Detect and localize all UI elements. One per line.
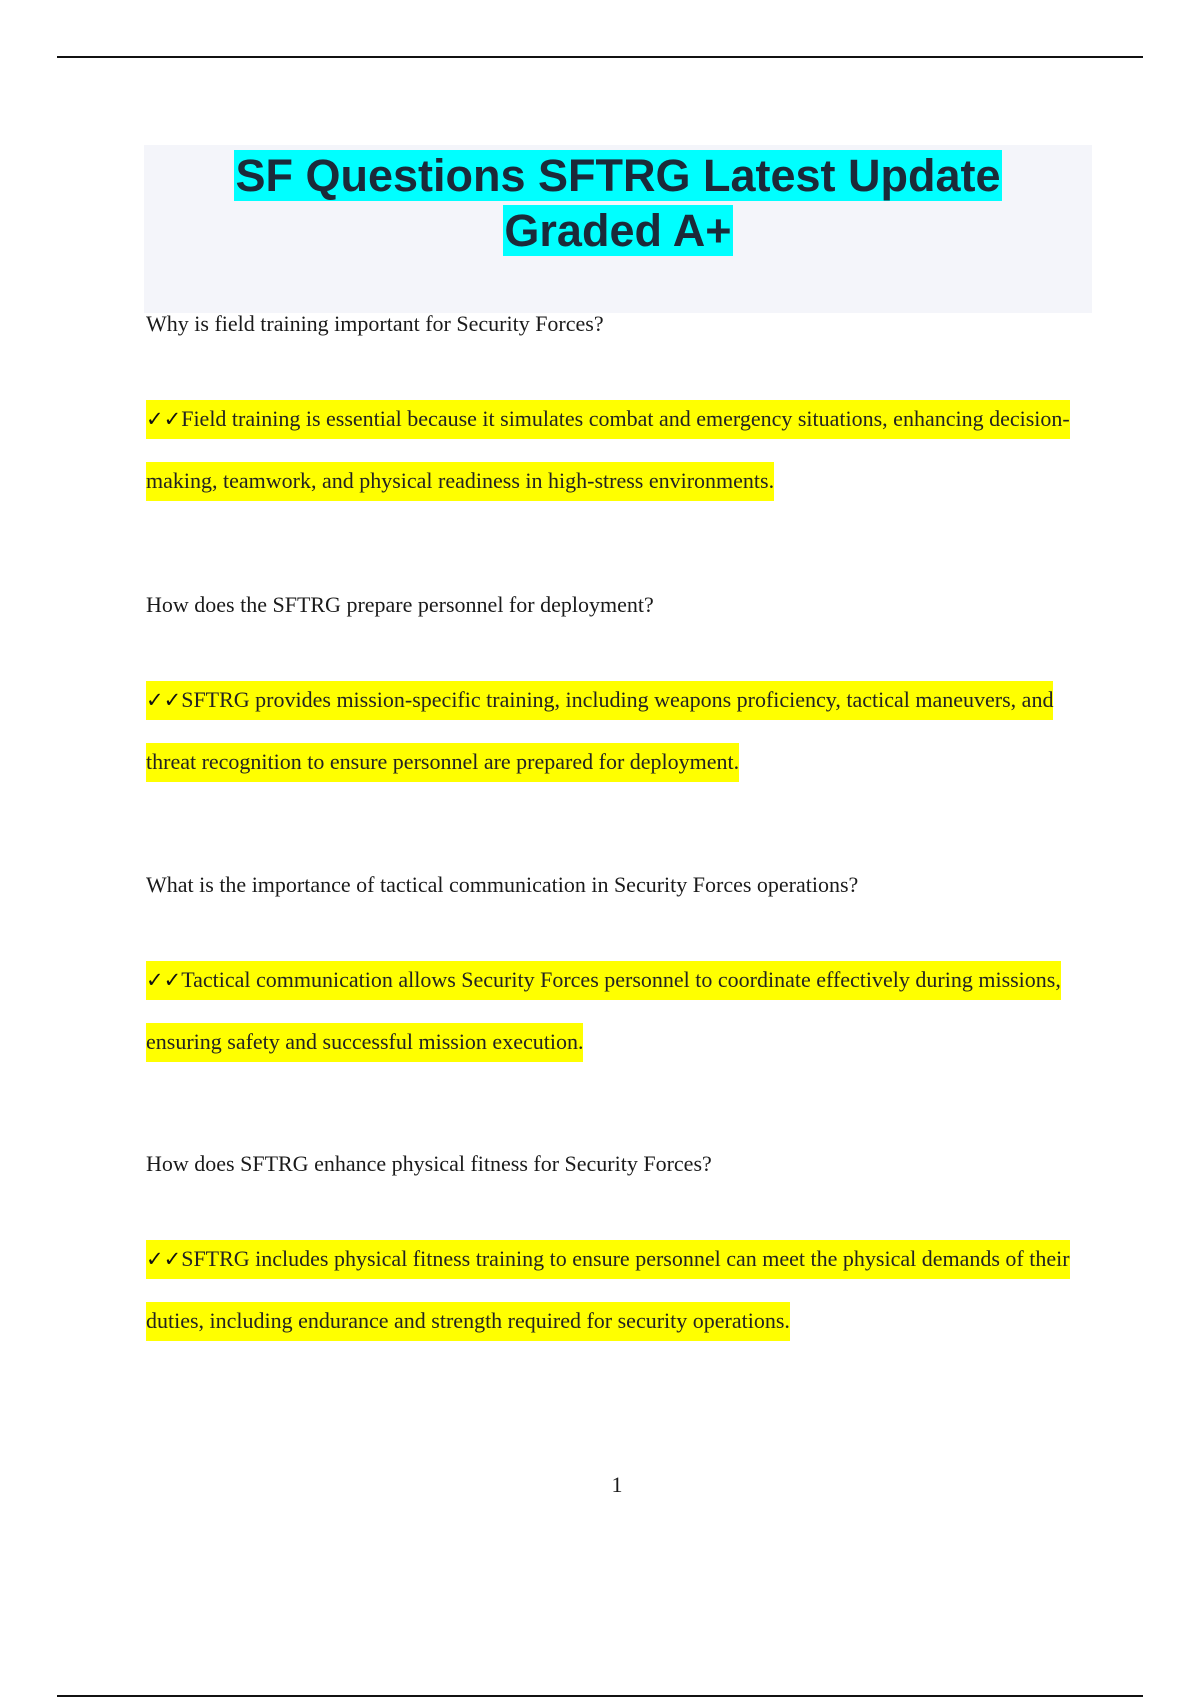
top-rule bbox=[57, 56, 1143, 58]
check-icon: ✓✓ bbox=[146, 407, 182, 431]
answer-block bbox=[146, 1228, 1096, 1351]
answer-highlight bbox=[146, 400, 1070, 501]
question-text: Why is field training important for Security Forces? bbox=[146, 311, 604, 336]
qa-item-4 bbox=[146, 1150, 1096, 1351]
page-number: 1 bbox=[611, 1472, 623, 1497]
answer-text: SFTRG includes physical fitness training to ensure personnel can meet the physical demands of their duties, including endurance and strength required for security operations. bbox=[146, 1246, 1070, 1333]
check-icon: ✓✓ bbox=[146, 1247, 182, 1271]
qa-item-3 bbox=[146, 871, 1096, 1072]
qa-item-2 bbox=[146, 591, 1096, 792]
check-icon: ✓✓ bbox=[146, 968, 182, 992]
answer-highlight bbox=[146, 681, 1053, 782]
answer-block bbox=[146, 388, 1096, 511]
answer-block bbox=[146, 949, 1096, 1072]
question-text: How does SFTRG enhance physical fitness for Security Forces? bbox=[146, 1151, 712, 1176]
question-text: What is the importance of tactical communication in Security Forces operations? bbox=[146, 872, 859, 897]
title-line-2: Graded A+ bbox=[504, 205, 732, 256]
answer-block bbox=[146, 669, 1096, 792]
title-line-1: SF Questions SFTRG Latest Update bbox=[235, 150, 1001, 201]
title-box bbox=[144, 145, 1092, 313]
bottom-rule bbox=[57, 1695, 1143, 1697]
answer-highlight bbox=[146, 961, 1061, 1062]
check-icon: ✓✓ bbox=[146, 688, 182, 712]
answer-text: Field training is essential because it simulates combat and emergency situations, enhancing decision-making, teamwork, and physical readiness in high-stress environments. bbox=[146, 406, 1070, 493]
question-text: How does the SFTRG prepare personnel for deployment? bbox=[146, 592, 654, 617]
answer-text: Tactical communication allows Security Forces personnel to coordinate effectively during missions, ensuring safety and successful mission execution. bbox=[146, 967, 1061, 1054]
qa-item-1 bbox=[146, 310, 1096, 511]
answer-highlight bbox=[146, 1240, 1070, 1341]
document-title bbox=[193, 145, 1043, 258]
answer-text: SFTRG provides mission-specific training, including weapons proficiency, tactical maneuvers, and threat recognition to ensure personnel are prepared for deployment. bbox=[146, 687, 1054, 774]
